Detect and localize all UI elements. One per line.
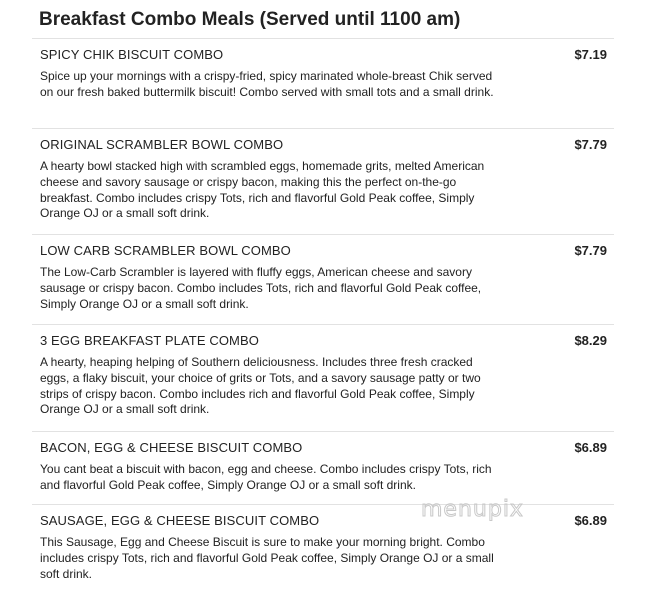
item-name: SPICY CHIK BISCUIT COMBO	[40, 47, 224, 62]
item-description: You cant beat a biscuit with bacon, egg and cheese. Combo includes crispy Tots, rich and flavorful Gold Peak coffee, Simply Orange OJ or a small soft drink.	[40, 462, 492, 492]
section-title: Breakfast Combo Meals (Served until 1100 am)	[39, 9, 461, 30]
item-divider	[32, 504, 614, 505]
item-divider	[32, 324, 614, 325]
item-price: $6.89	[574, 440, 607, 455]
item-name: ORIGINAL SCRAMBLER BOWL COMBO	[40, 137, 284, 152]
item-description: This Sausage, Egg and Cheese Biscuit is sure to make your morning bright. Combo includes crispy Tots, rich and flavorful Gold Peak coffee, Simply Orange OJ or a small soft drink.	[40, 535, 494, 581]
item-name: BACON, EGG & CHEESE BISCUIT COMBO	[40, 440, 303, 455]
item-name: 3 EGG BREAKFAST PLATE COMBO	[40, 333, 259, 348]
item-name: LOW CARB SCRAMBLER BOWL COMBO	[40, 243, 291, 258]
item-divider	[32, 38, 614, 39]
item-divider	[32, 128, 614, 129]
item-description: The Low-Carb Scrambler is layered with fluffy eggs, American cheese and savory sausage or crispy bacon. Combo includes Tots, rich and flavorful Gold Peak coffee, Simply Orange OJ or a small soft drink.	[40, 265, 482, 311]
item-description: A hearty bowl stacked high with scrambled eggs, homemade grits, melted American cheese and savory sausage or crispy bacon, making this the perfect on-the-go breakfast. Combo includes crispy Tots, rich and flavorful Gold Peak coffee, Simply Orange OJ or a small soft drink.	[40, 159, 485, 221]
item-price: $7.19	[574, 47, 607, 62]
item-name: SAUSAGE, EGG & CHEESE BISCUIT COMBO	[40, 513, 320, 528]
item-price: $6.89	[574, 513, 607, 528]
item-divider	[32, 234, 614, 235]
item-price: $7.79	[574, 243, 607, 258]
item-divider	[32, 431, 614, 432]
item-price: $8.29	[574, 333, 607, 348]
item-description: A hearty, heaping helping of Southern deliciousness. Includes three fresh cracked eggs, a flaky biscuit, your choice of grits or Tots, and a savory sausage patty or two strips of crispy bacon. Combo includes rich and flavorful Gold Peak coffee, Simply Orange OJ or a small soft drink.	[40, 355, 481, 417]
menupix-watermark: menupix	[421, 497, 524, 522]
item-price: $7.79	[574, 137, 607, 152]
item-description: Spice up your mornings with a crispy-fried, spicy marinated whole-breast Chik served on our fresh baked buttermilk biscuit! Combo served with small tots and a small drink.	[40, 69, 494, 99]
